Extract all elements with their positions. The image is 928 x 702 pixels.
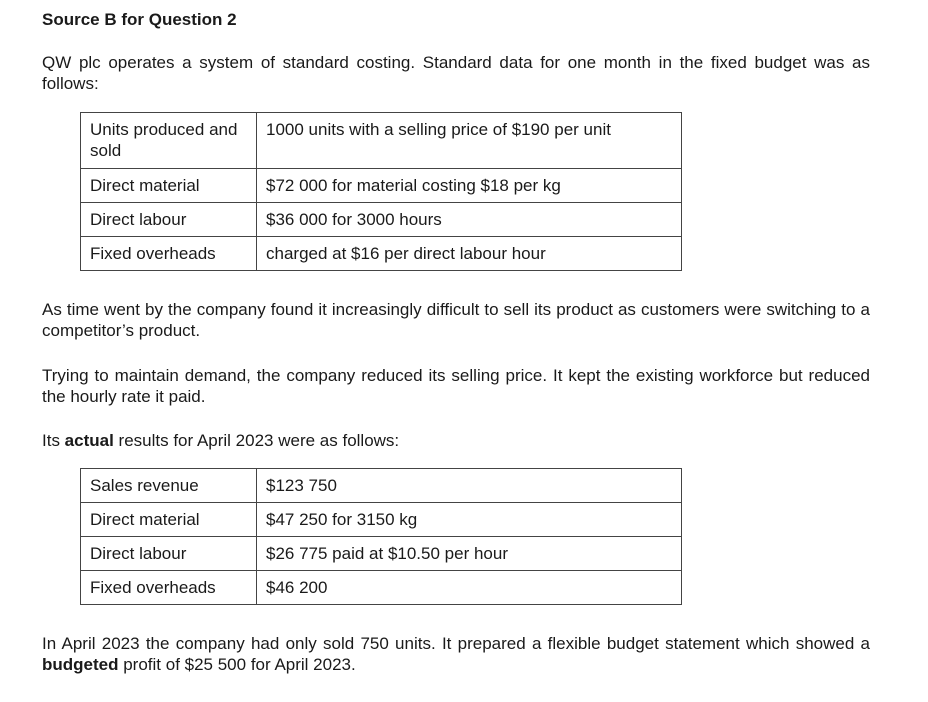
- row-value-labour: $36 000 for 3000 hours: [257, 203, 682, 237]
- row-label-sales: Sales revenue: [81, 469, 257, 503]
- row-label-overheads: Fixed overheads: [81, 237, 257, 271]
- closing-paragraph: [42, 633, 870, 675]
- table-row: [81, 503, 682, 537]
- actual-intro-bold: actual: [64, 431, 114, 450]
- standard-data-table: [80, 112, 682, 271]
- row-value-actual-labour: $26 775 paid at $10.50 per hour: [257, 537, 682, 571]
- table-row: [81, 237, 682, 271]
- source-heading: Source B for Question 2: [42, 10, 237, 29]
- closing-after: profit of $25 500 for April 2023.: [118, 655, 356, 674]
- market-paragraph: As time went by the company found it increasingly difficult to sell its product as customers were switching to a competitor’s product.: [42, 300, 870, 340]
- row-label-actual-labour: Direct labour: [81, 537, 257, 571]
- table-row: [81, 169, 682, 203]
- closing-bold: budgeted: [42, 655, 119, 674]
- table-row: [81, 113, 682, 169]
- row-value-overheads: charged at $16 per direct labour hour: [257, 237, 682, 271]
- row-value-material: $72 000 for material costing $18 per kg: [257, 169, 682, 203]
- row-value-sales: $123 750: [257, 469, 682, 503]
- row-label-labour: Direct labour: [81, 203, 257, 237]
- table-row: [81, 203, 682, 237]
- row-label-actual-overheads: Fixed overheads: [81, 571, 257, 605]
- actual-intro-before: Its: [42, 431, 65, 450]
- closing-before: In April 2023 the company had only sold 750 units. It prepared a flexible budget statement which showed a: [42, 634, 870, 653]
- row-label-material: Direct material: [81, 169, 257, 203]
- table-row: [81, 571, 682, 605]
- price-paragraph: Trying to maintain demand, the company reduced its selling price. It kept the existing workforce but reduced the hourly rate it paid.: [42, 366, 870, 406]
- intro-paragraph: QW plc operates a system of standard costing. Standard data for one month in the fixed budget was as follows:: [42, 53, 870, 93]
- actual-intro-paragraph: [42, 430, 870, 451]
- row-value-actual-material: $47 250 for 3150 kg: [257, 503, 682, 537]
- row-label-actual-material: Direct material: [81, 503, 257, 537]
- actual-results-table: [80, 468, 682, 605]
- row-value-actual-overheads: $46 200: [257, 571, 682, 605]
- table-row: [81, 469, 682, 503]
- table-row: [81, 537, 682, 571]
- row-value-units: 1000 units with a selling price of $190 per unit: [257, 113, 682, 169]
- actual-intro-after: results for April 2023 were as follows:: [113, 431, 400, 450]
- row-label-units: Units produced and sold: [81, 113, 257, 169]
